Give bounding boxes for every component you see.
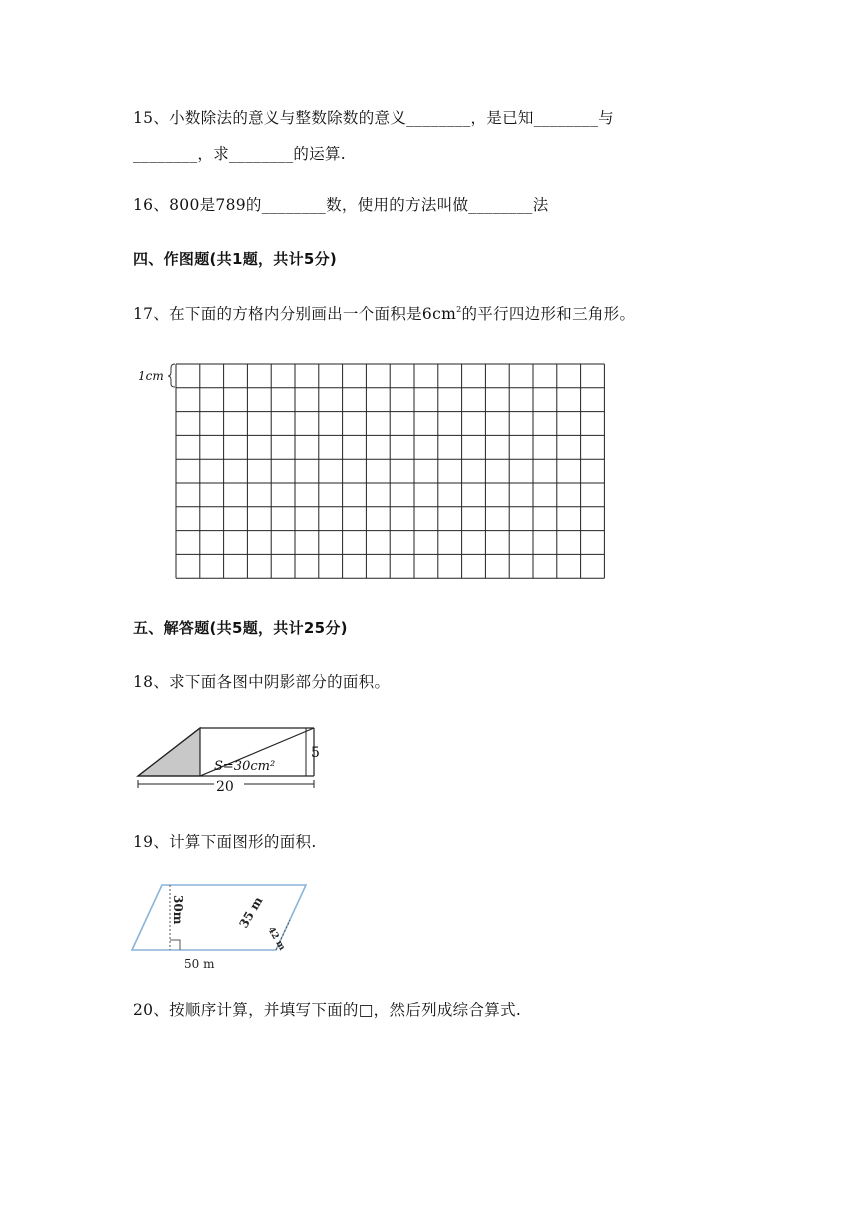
question-17-text: 17、在下面的方格内分别画出一个面积是6cm: [133, 305, 457, 323]
question-17-text-end: 的平行四边形和三角形。: [461, 305, 636, 323]
base-label: 20: [216, 779, 234, 795]
question-17: [133, 302, 635, 324]
side-label: 35 m: [236, 894, 266, 931]
grid-label: 1cm: [138, 369, 164, 383]
height-label: 5: [311, 745, 320, 761]
question-16: 16、800是789的________数，使用的方法叫做________法: [133, 196, 549, 214]
base-label: 50 m: [184, 957, 215, 971]
area-label: S=30cm²: [214, 759, 276, 774]
grid-lines: [176, 364, 604, 578]
grid-figure: [130, 355, 610, 585]
superscript-2: 2: [456, 305, 462, 314]
question-15-line-2: ________，求________的运算.: [133, 145, 347, 163]
section-4-heading: 四、作图题(共1题，共计5分): [133, 250, 338, 268]
question-19: 19、计算下面图形的面积.: [133, 833, 317, 851]
q19-figure: [128, 875, 318, 975]
height-label: 30m: [171, 895, 185, 925]
q18-figure: [128, 718, 338, 798]
question-18: 18、求下面各图中阴影部分的面积。: [133, 673, 391, 691]
brace-icon: [168, 364, 175, 387]
short-label: 42 m: [265, 925, 287, 953]
question-15-line-1: 15、小数除法的意义与整数除数的意义________，是已知________与: [133, 109, 614, 127]
section-5-heading: 五、解答题(共5题，共计25分): [133, 619, 348, 637]
right-angle-mark: [170, 940, 180, 950]
question-20: 20、按顺序计算，并填写下面的□，然后列成综合算式.: [133, 1001, 522, 1019]
